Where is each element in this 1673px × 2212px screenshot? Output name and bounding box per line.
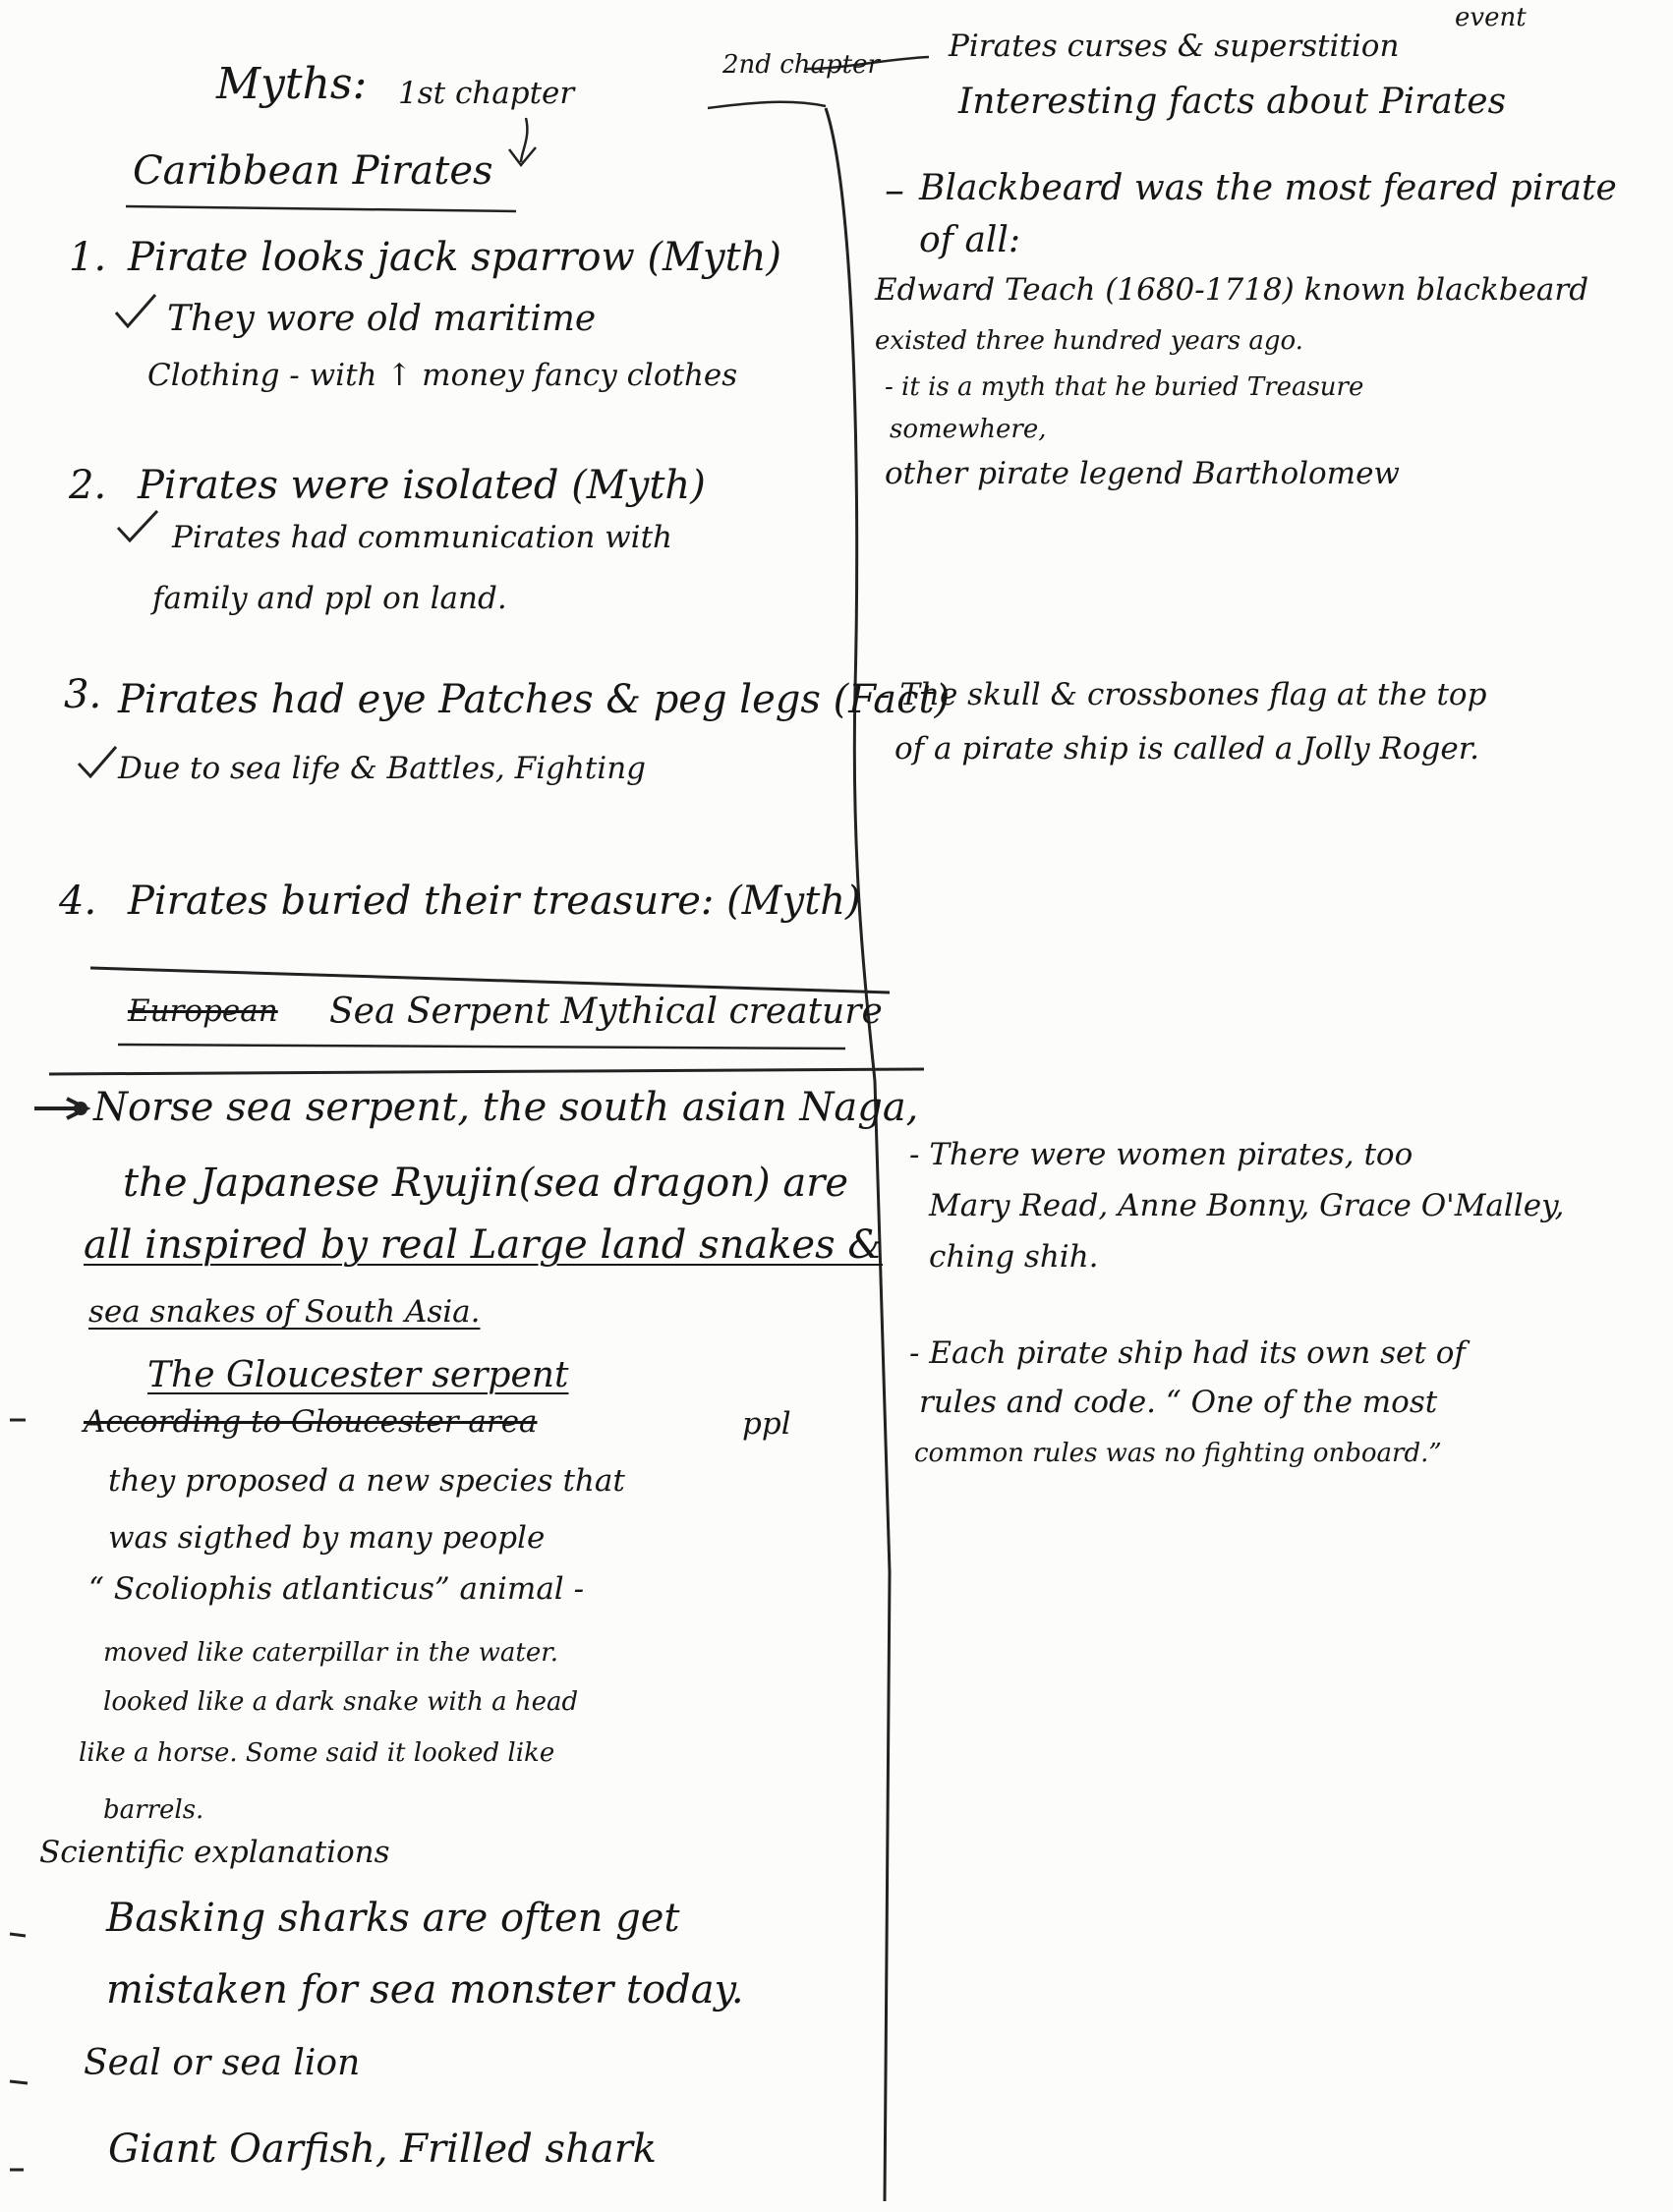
scientific-line-2: mistaken for sea monster today. (106, 1967, 744, 2013)
myth-2-number: 2. (69, 463, 107, 508)
check-3 (79, 747, 116, 776)
blackbeard-dash: – (885, 168, 904, 213)
women-line-1: - There were women pirates, too (909, 1137, 1413, 1172)
jolly-roger-line-2: of a pirate ship is called a Jolly Roger. (894, 731, 1480, 766)
column-divider (826, 108, 890, 2201)
myth-2-note-2: family and ppl on land. (152, 581, 507, 616)
scientific-line-3: Seal or sea lion (84, 2043, 361, 2083)
serpent-line-4: sea snakes of South Asia. (88, 1294, 481, 1330)
gloucester-line-1: they proposed a new species that (108, 1463, 625, 1499)
chapter-one-label: 1st chapter (398, 76, 575, 111)
serpent-line-3: all inspired by real Large land snakes & (84, 1222, 883, 1268)
myth-1-number: 1. (69, 235, 107, 280)
myth-2-note-1: Pirates had communication with (172, 520, 673, 555)
gloucester-after: ppl (742, 1406, 791, 1442)
women-line-2: Mary Read, Anne Bonny, Grace O'Malley, (929, 1188, 1565, 1223)
blackbeard-line-3: Edward Teach (1680-1718) known blackbeard (875, 272, 1589, 308)
norse-bullet-arrow (34, 1099, 87, 1118)
serpent-line-1: Norse sea serpent, the south asian Naga, (93, 1085, 919, 1130)
myth-3-number: 3. (64, 672, 102, 717)
blackbeard-line-1: Blackbeard was the most feared pirate (919, 168, 1617, 208)
women-line-3: ching shih. (929, 1239, 1099, 1275)
chapter-down-arrow (509, 118, 536, 165)
caribbean-underline (126, 206, 516, 211)
myth-1-title: Pirate looks jack sparrow (Myth) (128, 235, 782, 280)
gloucester-line-2: was sigthed by many people (108, 1520, 546, 1556)
myth-3-note-1: Due to sea life & Battles, Fighting (118, 751, 647, 786)
gloucester-struck: According to Gloucester area (84, 1404, 538, 1440)
gloucester-title: The Gloucester serpent (147, 1355, 569, 1395)
margin-dash-3 (10, 2081, 28, 2083)
myth-4-title: Pirates buried their treasure: (Myth) (128, 879, 861, 924)
blackbeard-line-4: existed three hundred years ago. (875, 326, 1303, 356)
myth-1-note-2: Clothing - with ↑ money fancy clothes (147, 358, 738, 393)
jolly-roger-line-1: - The skull & crossbones flag at the top (880, 677, 1487, 712)
rules-line-3: common rules was no fighting onboard.” (914, 1439, 1442, 1468)
interesting-title: Interesting facts about Pirates (958, 82, 1507, 122)
margin-dash-2 (10, 1934, 26, 1936)
check-2 (118, 511, 157, 540)
chapter-two-label: 2nd chapter (722, 50, 880, 80)
gloucester-line-5: looked like a dark snake with a head (103, 1687, 579, 1717)
gloucester-line-3: “ Scoliophis atlanticus” animal - (88, 1571, 585, 1607)
blackbeard-line-7: other pirate legend Bartholomew (885, 456, 1400, 491)
gloucester-line-6: like a horse. Some said it looked like (79, 1738, 555, 1768)
rules-line-1: - Each pirate ship had its own set of (909, 1335, 1466, 1371)
top-scrawl: event (1455, 3, 1527, 32)
caribbean-title: Caribbean Pirates (133, 148, 493, 194)
scientific-line-1: Basking sharks are often get (106, 1896, 680, 1941)
serpent-heading: Sea Serpent Mythical creature (329, 992, 883, 1032)
blackbeard-line-2: of all: (919, 220, 1021, 260)
rules-line-2: rules and code. “ One of the most (919, 1385, 1438, 1420)
serpent-bottom-rule (118, 1045, 845, 1049)
gloucester-line-4: moved like caterpillar in the water. (103, 1638, 559, 1668)
myth-1-note-1: They wore old maritime (167, 299, 597, 339)
myth-4-number: 4. (59, 879, 97, 924)
scientific-line-4: Giant Oarfish, Frilled shark (108, 2127, 658, 2172)
blackbeard-line-5: - it is a myth that he buried Treasure (885, 372, 1364, 402)
gloucester-line-7: barrels. (103, 1795, 204, 1825)
myths-label: Myths: (216, 59, 368, 109)
myth-3-title: Pirates had eye Patches & peg legs (Fact) (118, 677, 951, 722)
curses-title: Pirates curses & superstition (949, 28, 1400, 64)
chapter-arrow (708, 102, 826, 108)
blackbeard-line-6: somewhere, (890, 415, 1047, 444)
serpent-heading-struck: European (128, 993, 278, 1029)
middle-rule (49, 1069, 924, 1074)
myth-2-title: Pirates were isolated (Myth) (138, 463, 706, 508)
scientific-heading: Scientific explanations (39, 1835, 390, 1870)
serpent-line-2: the Japanese Ryujin(sea dragon) are (123, 1161, 848, 1206)
serpent-top-rule (90, 968, 890, 993)
check-1 (116, 295, 155, 326)
